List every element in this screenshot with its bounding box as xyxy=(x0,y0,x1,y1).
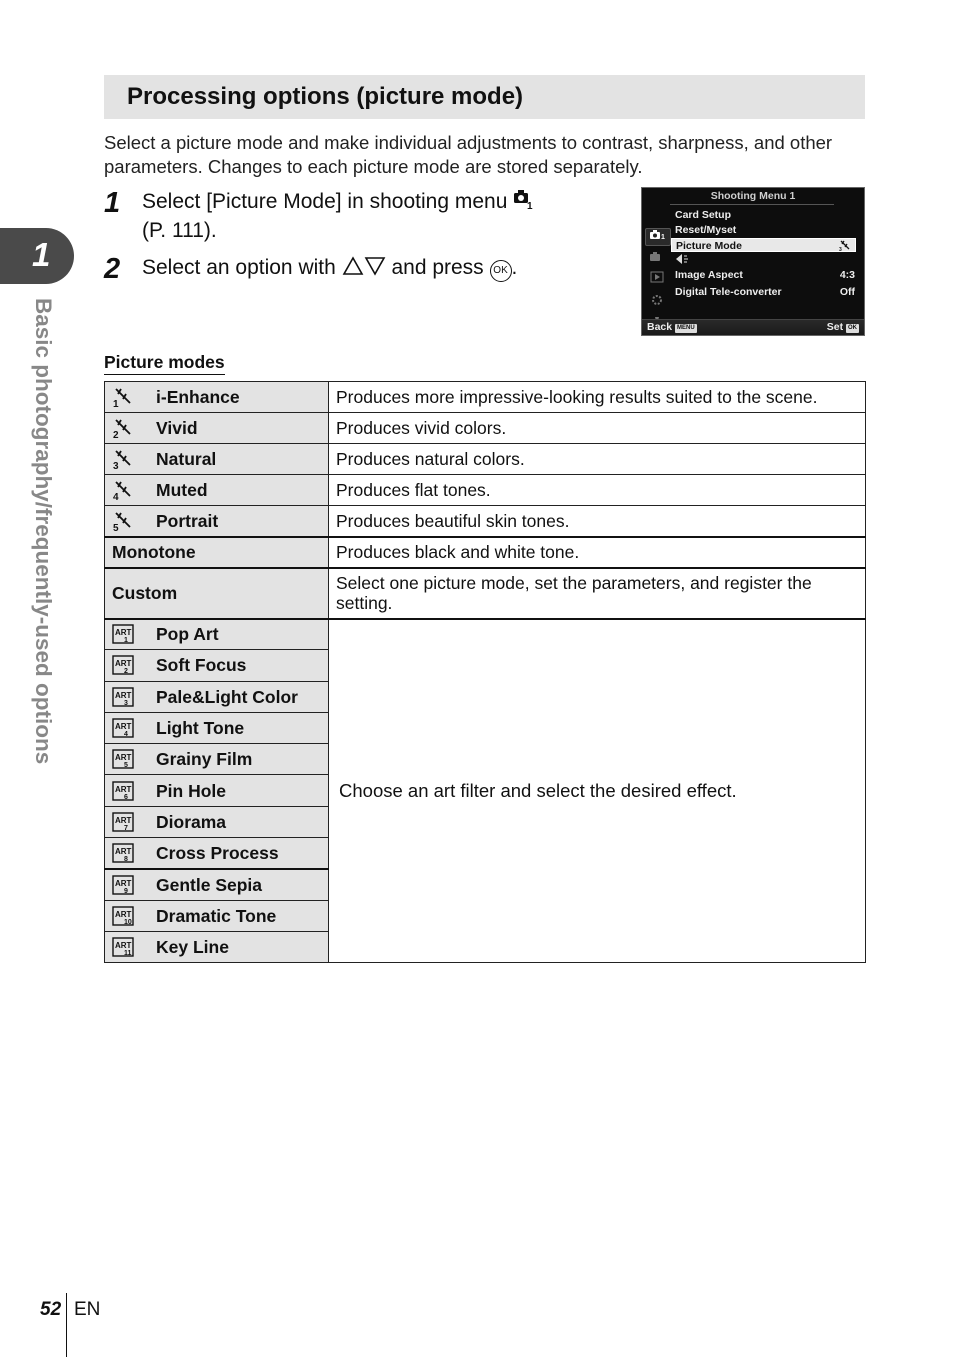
table-row xyxy=(105,619,866,650)
mode-name-cell xyxy=(105,537,329,568)
menu-divider xyxy=(670,204,834,205)
svg-text:4: 4 xyxy=(113,492,119,501)
mode-name: Muted xyxy=(156,480,208,500)
shooting-menu-1-icon xyxy=(513,188,533,217)
mode-name-cell xyxy=(105,413,329,444)
svg-text:5: 5 xyxy=(124,762,128,770)
art-filter-name-cell xyxy=(105,681,329,712)
mode-description: Produces beautiful skin tones. xyxy=(329,506,866,537)
art-filter-name-cell xyxy=(105,775,329,806)
art-filter-9-icon xyxy=(112,874,138,896)
art-filter-name: Dramatic Tone xyxy=(156,905,277,926)
mode-name: Natural xyxy=(156,449,217,469)
art-filter-1-icon xyxy=(112,623,138,645)
menu-footer xyxy=(642,319,864,335)
chapter-number: 1 xyxy=(32,236,51,273)
step-text: Select [Picture Mode] in shooting menu xyxy=(142,190,514,213)
menu-row: Card Setup xyxy=(675,209,732,221)
art-filter-name-cell xyxy=(105,619,329,650)
art-filter-name: Key Line xyxy=(156,937,229,958)
art-filter-5-icon xyxy=(112,748,138,770)
mode-description: Produces vivid colors. xyxy=(329,413,866,444)
art-filter-name: Pin Hole xyxy=(156,780,227,801)
art-filter-name-cell xyxy=(105,838,329,869)
section-title-bar xyxy=(104,75,865,119)
svg-text:ART: ART xyxy=(115,784,132,794)
svg-text:2: 2 xyxy=(124,668,128,676)
camera-1-tab-icon xyxy=(645,228,671,246)
page-number: 52 xyxy=(40,1299,62,1320)
art-filter-name: Cross Process xyxy=(156,842,279,863)
svg-text:ART: ART xyxy=(115,659,132,669)
art-filter-name-cell xyxy=(105,806,329,837)
picture-mode-1-icon xyxy=(112,386,138,408)
svg-text:1: 1 xyxy=(124,637,128,645)
table-row xyxy=(105,537,866,568)
svg-text:3: 3 xyxy=(113,461,119,470)
art-filter-6-icon xyxy=(112,780,138,802)
svg-text:ART: ART xyxy=(115,878,132,888)
menu-row-selected: Picture Mode 3 xyxy=(671,238,856,252)
art-filter-name: Gentle Sepia xyxy=(156,874,263,895)
page-title: Processing options (picture mode) xyxy=(127,83,524,110)
art-filter-name: Pop Art xyxy=(156,624,219,645)
mode-description: Select one picture mode, set the parameters, and register the setting. xyxy=(329,568,866,619)
mode-name-cell xyxy=(105,444,329,475)
chapter-tab xyxy=(0,228,74,284)
step-page-ref: (P. 111). xyxy=(142,219,217,242)
svg-text:1: 1 xyxy=(113,399,119,408)
set-hint: Set OK xyxy=(826,321,857,333)
svg-text:1: 1 xyxy=(527,201,533,210)
svg-text:7: 7 xyxy=(124,824,128,832)
picture-modes-table xyxy=(104,381,866,963)
picture-mode-3-icon xyxy=(112,448,138,470)
menu-title: Shooting Menu 1 xyxy=(710,190,796,202)
footer-divider xyxy=(66,1293,67,1357)
mode-name: i-Enhance xyxy=(156,387,240,407)
mode-name: Monotone xyxy=(112,541,196,562)
svg-text:8: 8 xyxy=(124,855,128,863)
step-text-3: . xyxy=(511,256,518,279)
table-row xyxy=(105,382,866,413)
svg-text:2: 2 xyxy=(113,430,119,439)
art-filter-11-icon xyxy=(112,936,138,958)
picture-mode-4-icon xyxy=(112,479,138,501)
art-filter-7-icon xyxy=(112,811,138,833)
intro-paragraph: Select a picture mode and make individual adjustments to contrast, sharpness, and other parameters. Changes to each picture mode are stored separately. xyxy=(104,132,833,177)
svg-text:ART: ART xyxy=(115,753,132,763)
svg-text:1: 1 xyxy=(661,234,665,241)
art-filter-name-cell xyxy=(105,869,329,900)
svg-text:ART: ART xyxy=(115,722,132,732)
back-hint: Back MENU xyxy=(647,321,695,333)
art-filter-name: Pale&Light Color xyxy=(156,686,298,707)
svg-text:ART: ART xyxy=(115,815,132,825)
picture-modes-heading: Picture modes xyxy=(104,352,225,375)
menu-row: Image Aspect 4:3 xyxy=(675,269,855,281)
art-filter-name: Grainy Film xyxy=(156,749,253,770)
playback-tab-icon xyxy=(645,271,671,289)
svg-text:ART: ART xyxy=(115,941,132,951)
step-number: 2 xyxy=(104,253,121,285)
mode-name: Portrait xyxy=(156,510,219,531)
up-arrow-icon xyxy=(342,256,364,283)
ok-button-icon: OK xyxy=(848,325,857,331)
art-filter-2-icon xyxy=(112,654,138,676)
custom-gear-tab-icon xyxy=(645,293,671,311)
svg-text:ART: ART xyxy=(115,846,132,856)
svg-text:11: 11 xyxy=(124,950,132,958)
svg-text:ART: ART xyxy=(115,909,132,919)
art-filter-name-cell xyxy=(105,931,329,962)
svg-text:10: 10 xyxy=(124,918,132,926)
svg-text:6: 6 xyxy=(124,793,128,801)
art-filter-name-cell xyxy=(105,900,329,931)
art-filter-name: Soft Focus xyxy=(156,655,247,676)
menu-row: Reset/Myset xyxy=(675,224,737,236)
mode-name-cell xyxy=(105,568,329,619)
table-row xyxy=(105,506,866,537)
mode-description: Produces black and white tone. xyxy=(329,537,866,568)
svg-text:3: 3 xyxy=(124,699,128,707)
mode-name-cell xyxy=(105,475,329,506)
step-text-2: and press xyxy=(385,256,490,279)
step-text: Select an option with xyxy=(142,256,342,279)
art-filter-8-icon xyxy=(112,842,138,864)
picture-mode-2-icon xyxy=(112,417,138,439)
svg-text:5: 5 xyxy=(113,522,119,532)
svg-text:9: 9 xyxy=(124,887,128,895)
mode-name-cell xyxy=(105,506,329,537)
art-filter-4-icon xyxy=(112,717,138,739)
svg-text:ART: ART xyxy=(115,628,132,638)
picture-mode-5-icon xyxy=(112,510,138,532)
shooting-menu-screenshot xyxy=(641,187,865,336)
art-filter-name: Diorama xyxy=(156,811,227,832)
menu-button-icon: MENU xyxy=(677,325,695,331)
mode-name-cell xyxy=(105,382,329,413)
mode-description: Produces natural colors. xyxy=(329,444,866,475)
mode-description: Produces more impressive-looking results suited to the scene. xyxy=(329,382,866,413)
art-filter-name-cell xyxy=(105,744,329,775)
menu-tabs xyxy=(645,208,671,318)
svg-text:ART: ART xyxy=(115,690,132,700)
ok-button-icon: OK xyxy=(490,260,512,282)
page-language: EN xyxy=(74,1299,101,1320)
table-row xyxy=(105,568,866,619)
step-number: 1 xyxy=(104,187,121,219)
down-arrow-icon xyxy=(364,256,386,283)
mode-name: Vivid xyxy=(156,418,198,438)
svg-text:4: 4 xyxy=(124,731,128,739)
table-row xyxy=(105,475,866,506)
menu-row: Digital Tele-converter Off xyxy=(675,286,855,298)
art-filter-3-icon xyxy=(112,686,138,708)
mode-name: Custom xyxy=(112,582,178,603)
table-row xyxy=(105,444,866,475)
art-filter-name-cell xyxy=(105,712,329,743)
table-row xyxy=(105,413,866,444)
mode-description: Produces flat tones. xyxy=(329,475,866,506)
art-filter-description: Choose an art filter and select the desired effect. xyxy=(329,619,866,963)
menu-row-flash-icon xyxy=(675,253,855,267)
art-filter-10-icon xyxy=(112,905,138,927)
art-filter-name-cell xyxy=(105,650,329,681)
chapter-title: Basic photography/frequently-used options xyxy=(31,298,56,765)
art-filter-name: Light Tone xyxy=(156,718,245,739)
camera-2-tab-icon xyxy=(645,251,671,269)
svg-text:3: 3 xyxy=(839,247,842,251)
